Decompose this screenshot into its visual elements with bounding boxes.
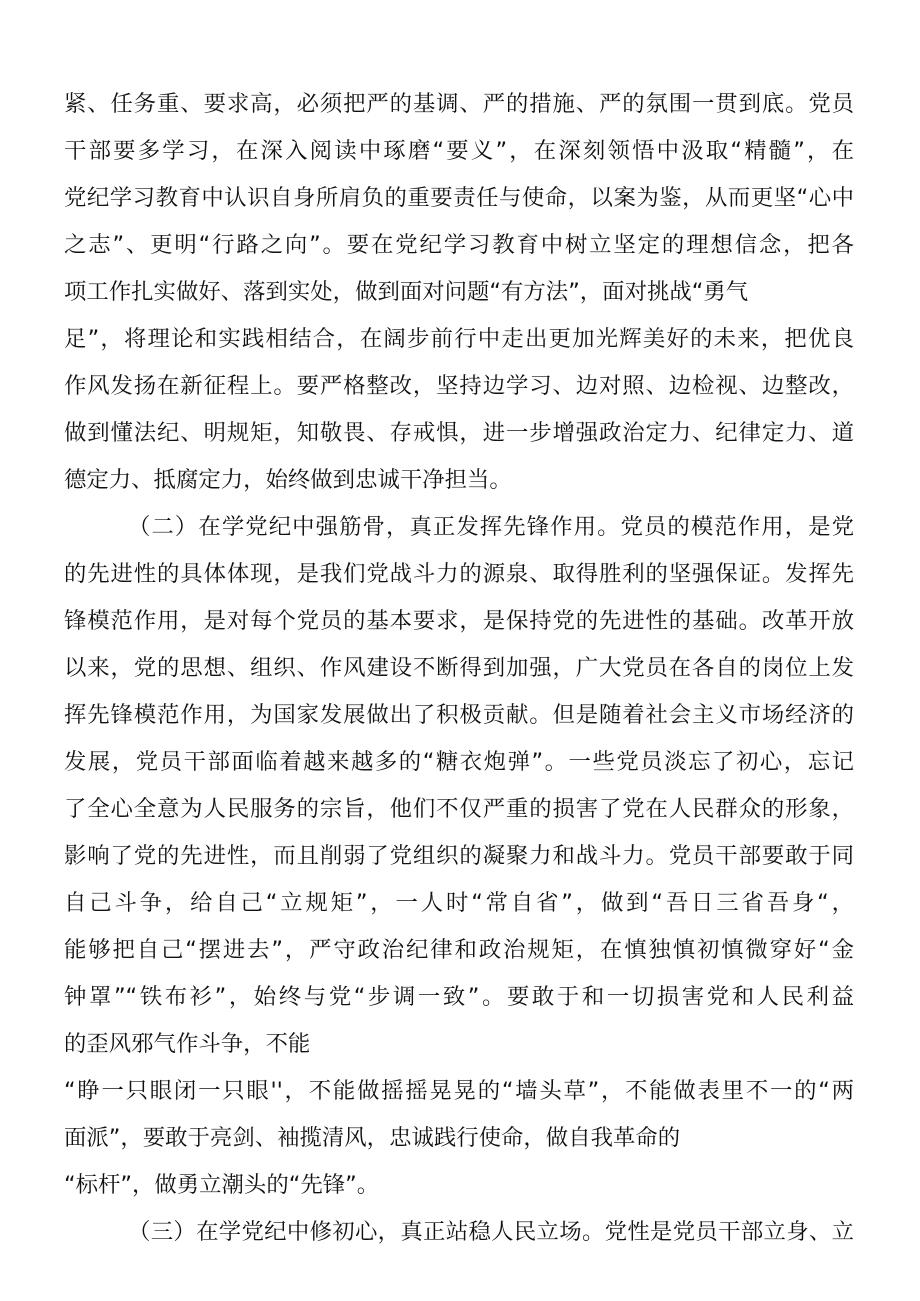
paragraph-1-line-5: 项工作扎实做好、落到实处，做到面对问题“有方法”，面对挑战“勇气 — [64, 279, 749, 305]
paragraph-1-line-6: 足”，将理论和实践相结合，在阔步前行中走出更加光辉美好的未来，把优良 — [64, 326, 854, 352]
paragraph-2-line-11: 钟罩”“铁布衫”，始终与党“步调一致”。要敢于和一切损害党和人民利益 — [64, 984, 854, 1010]
paragraph-2-line-13: “睁一只眼闭一只眼''，不能做摇摇晃晃的“墙头草”，不能做表里不一的“两 — [64, 1078, 854, 1104]
paragraph-3-line-1: （三）在学党纪中修初心，真正站稳人民立场。党性是党员干部立身、立 — [128, 1219, 854, 1245]
paragraph-2-line-6: 发展，党员干部面临着越来越多的“糖衣炮弹”。一些党员淡忘了初心，忘记 — [64, 749, 854, 775]
paragraph-2-line-15: “标杆”，做勇立潮头的“先锋”。 — [64, 1172, 380, 1198]
paragraph-1-line-8: 做到懂法纪、明规矩，知敬畏、存戒惧，进一步增强政治定力、纪律定力、道 — [64, 420, 854, 446]
paragraph-2-line-7: 了全心全意为人民服务的宗旨，他们不仅严重的损害了党在人民群众的形象， — [64, 796, 854, 822]
paragraph-2-line-1: （二）在学党纪中强筋骨，真正发挥先锋作用。党员的模范作用，是党 — [128, 514, 854, 540]
paragraph-2-line-9: 自己斗争，给自己“立规矩”，一人时“常自省”，做到“吾日三省吾身“， — [64, 890, 854, 916]
paragraph-2-line-5: 挥先锋模范作用，为国家发展做出了积极贡献。但是随着社会主义市场经济的 — [64, 702, 854, 728]
paragraph-2-line-3: 锋模范作用，是对每个党员的基本要求，是保持党的先进性的基础。改革开放 — [64, 608, 854, 634]
paragraph-2-line-14: 面派”，要敢于亮剑、袖揽清风，忠诚践行使命，做自我革命的 — [64, 1125, 681, 1151]
paragraph-1-line-2: 干部要多学习，在深入阅读中琢磨“要义”，在深刻领悟中汲取“精髓”，在 — [64, 138, 854, 164]
paragraph-2-line-2: 的先进性的具体体现，是我们党战斗力的源泉、取得胜利的坚强保证。发挥先 — [64, 561, 854, 587]
paragraph-2-line-4: 以来，党的思想、组织、作风建设不断得到加强，广大党员在各自的岗位上发 — [64, 655, 854, 681]
paragraph-1-line-9: 德定力、抵腐定力，始终做到忠诚干净担当。 — [64, 467, 512, 493]
paragraph-2-line-10: 能够把自己“摆进去”，严守政治纪律和政治规矩，在慎独慎初慎微穿好“金 — [64, 937, 854, 963]
paragraph-1-line-7: 作风发扬在新征程上。要严格整改，坚持边学习、边对照、边检视、边整改， — [64, 373, 854, 399]
paragraph-1-line-1: 紧、任务重、要求高，必须把严的基调、严的措施、严的氛围一贯到底。党员 — [64, 91, 854, 117]
paragraph-2-line-12: 的歪风邪气作斗争，不能 — [64, 1031, 311, 1057]
paragraph-2-line-8: 影响了党的先进性，而且削弱了党组织的凝聚力和战斗力。党员干部要敢于同 — [64, 843, 854, 869]
paragraph-1-line-4: 之志”、更明“行路之向”。要在党纪学习教育中树立坚定的理想信念，把各 — [64, 232, 854, 258]
paragraph-1-line-3: 党纪学习教育中认识自身所肩负的重要责任与使命，以案为鉴，从而更坚“心中 — [64, 185, 854, 211]
